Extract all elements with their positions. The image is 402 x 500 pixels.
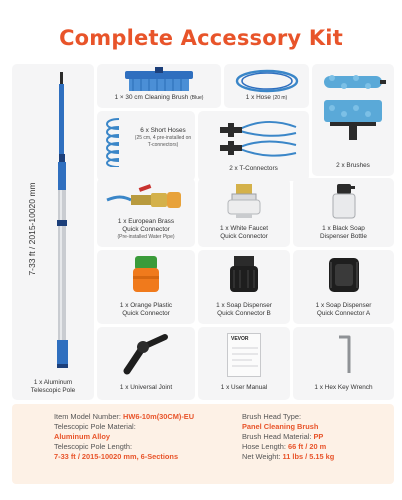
short-hoses-label xyxy=(133,127,193,148)
spec-head-material-key: Brush Head Material: xyxy=(242,432,314,441)
t-connectors-icon xyxy=(210,117,298,159)
orange-connector-label xyxy=(99,302,193,318)
spec-pole-length-key: Telescopic Pole Length: xyxy=(54,442,133,451)
specs-right-column xyxy=(242,412,334,462)
spec-pole-material-key: Telescopic Pole Material: xyxy=(54,422,136,431)
spec-model xyxy=(54,412,194,422)
window-squeegee-icon xyxy=(322,98,384,142)
soap-connector-a-label-line2: Quick Connector A xyxy=(316,310,371,317)
spec-weight-value: 11 lbs / 5.15 kg xyxy=(282,452,335,461)
soap-connector-a-label xyxy=(295,302,392,318)
short-hoses-label-text: 6 x Short Hoses xyxy=(140,127,186,134)
soap-bottle-label-line1: 1 x Black Soap xyxy=(322,225,365,232)
cleaning-brush-card xyxy=(97,64,221,108)
pole-label xyxy=(14,379,92,395)
faucet-connector-label-line2: Quick Connector xyxy=(220,233,268,240)
orange-connector-card xyxy=(97,250,195,324)
user-manual-booklet xyxy=(227,333,261,377)
telescopic-pole-icon xyxy=(48,70,78,370)
page-title: Complete Accessory Kit xyxy=(59,26,343,50)
brushes-card xyxy=(312,64,394,176)
hose-note: (20 m) xyxy=(272,95,288,101)
cleaning-brush-icon xyxy=(123,67,195,93)
pole-label-line2: Telescopic Pole xyxy=(30,387,76,394)
hex-key-label: 1 x Hex Key Wrench xyxy=(314,384,373,391)
spec-hose-length-value: 66 ft / 20 m xyxy=(288,442,327,451)
soap-bottle-icon xyxy=(329,182,359,220)
t-connectors-label: 2 x T-Connectors xyxy=(229,165,278,172)
spec-weight-key: Net Weight: xyxy=(242,452,283,461)
specs-panel xyxy=(12,404,394,484)
brass-connector-label-line2: Quick Connector xyxy=(122,226,170,233)
faucet-connector-label xyxy=(200,225,288,241)
soap-connector-a-card xyxy=(293,250,394,324)
soap-connector-b-label-line1: 1 x Soap Dispenser xyxy=(216,302,272,309)
short-hoses-icon xyxy=(101,115,137,167)
universal-joint-card xyxy=(97,327,195,400)
soap-connector-b-label-line2: Quick Connector B xyxy=(217,310,271,317)
faucet-connector-label-line1: 1 x White Faucet xyxy=(220,225,268,232)
hex-key-icon xyxy=(335,333,355,375)
user-manual-brand: VEVOR xyxy=(231,336,249,342)
orange-connector-label-line2: Quick Connector xyxy=(122,310,170,317)
spec-weight xyxy=(242,452,334,462)
soap-bottle-label xyxy=(295,225,392,241)
spec-model-key: Item Model Number: xyxy=(54,412,124,421)
cleaning-brush-label xyxy=(99,94,219,102)
spec-hose-length-key: Hose Length: xyxy=(242,442,289,451)
brass-connector-label-line1: 1 x European Brass xyxy=(117,218,175,225)
hose-label xyxy=(226,94,307,102)
brass-connector-icon xyxy=(105,182,187,214)
t-connectors-card xyxy=(198,111,309,181)
universal-joint-icon xyxy=(121,333,171,375)
short-hoses-card xyxy=(97,111,195,181)
hex-key-card xyxy=(293,327,394,400)
soap-bottle-label-line2: Dispenser Bottle xyxy=(320,233,367,240)
cleaning-brush-label-text: 1 × 30 cm Cleaning Brush xyxy=(114,94,189,101)
spec-hose-length xyxy=(242,442,334,452)
microfiber-duster-icon xyxy=(320,70,386,94)
soap-connector-a-label-line1: 1 x Soap Dispenser xyxy=(315,302,372,309)
hose-coil-icon xyxy=(232,67,302,95)
spec-head-type-value: Panel Cleaning Brush xyxy=(242,422,319,431)
soap-connector-b-card xyxy=(198,250,290,324)
spec-head-type-key: Brush Head Type: xyxy=(242,412,302,421)
cleaning-brush-note: (Blue) xyxy=(190,95,204,101)
hose-label-text: 1 x Hose xyxy=(245,94,271,101)
spec-head-material-value: PP xyxy=(313,432,324,441)
hose-card xyxy=(224,64,309,108)
faucet-connector-icon xyxy=(222,182,266,220)
orange-connector-label-line1: 1 x Orange Plastic xyxy=(119,302,173,309)
pole-card xyxy=(12,64,94,400)
brass-connector-label xyxy=(99,218,193,241)
spec-pole-material-value: Aluminum Alloy xyxy=(54,432,110,441)
spec-head-material xyxy=(242,432,334,442)
faucet-connector-card xyxy=(198,178,290,247)
brass-connector-note: (Pre-installed Water Pipe) xyxy=(117,234,175,240)
user-manual-label: 1 x User Manual xyxy=(220,384,268,391)
pole-label-line1: 1 x Aluminum xyxy=(33,379,73,386)
soap-connector-a-icon xyxy=(321,254,367,296)
soap-connector-b-icon xyxy=(222,254,266,296)
spec-pole-length-value: 7-33 ft / 2015-10020 mm, 6-Sections xyxy=(54,452,179,461)
specs-left-column xyxy=(54,412,194,462)
soap-connector-b-label xyxy=(200,302,288,318)
universal-joint-label: 1 x Universal Joint xyxy=(119,384,173,391)
soap-bottle-card xyxy=(293,178,394,247)
spec-model-value: HW6-10m(30CM)-EU xyxy=(123,412,195,421)
orange-connector-icon xyxy=(127,254,165,296)
pole-dimension-label: 7-33 ft / 2015-10020 mm xyxy=(27,182,37,276)
user-manual-card xyxy=(198,327,290,400)
brass-connector-card xyxy=(97,178,195,247)
short-hoses-note: (25 cm, 4 pre-installed on T-connectors) xyxy=(134,135,192,148)
document-lines-icon xyxy=(232,346,258,374)
brushes-label: 2 x Brushes xyxy=(336,162,370,169)
